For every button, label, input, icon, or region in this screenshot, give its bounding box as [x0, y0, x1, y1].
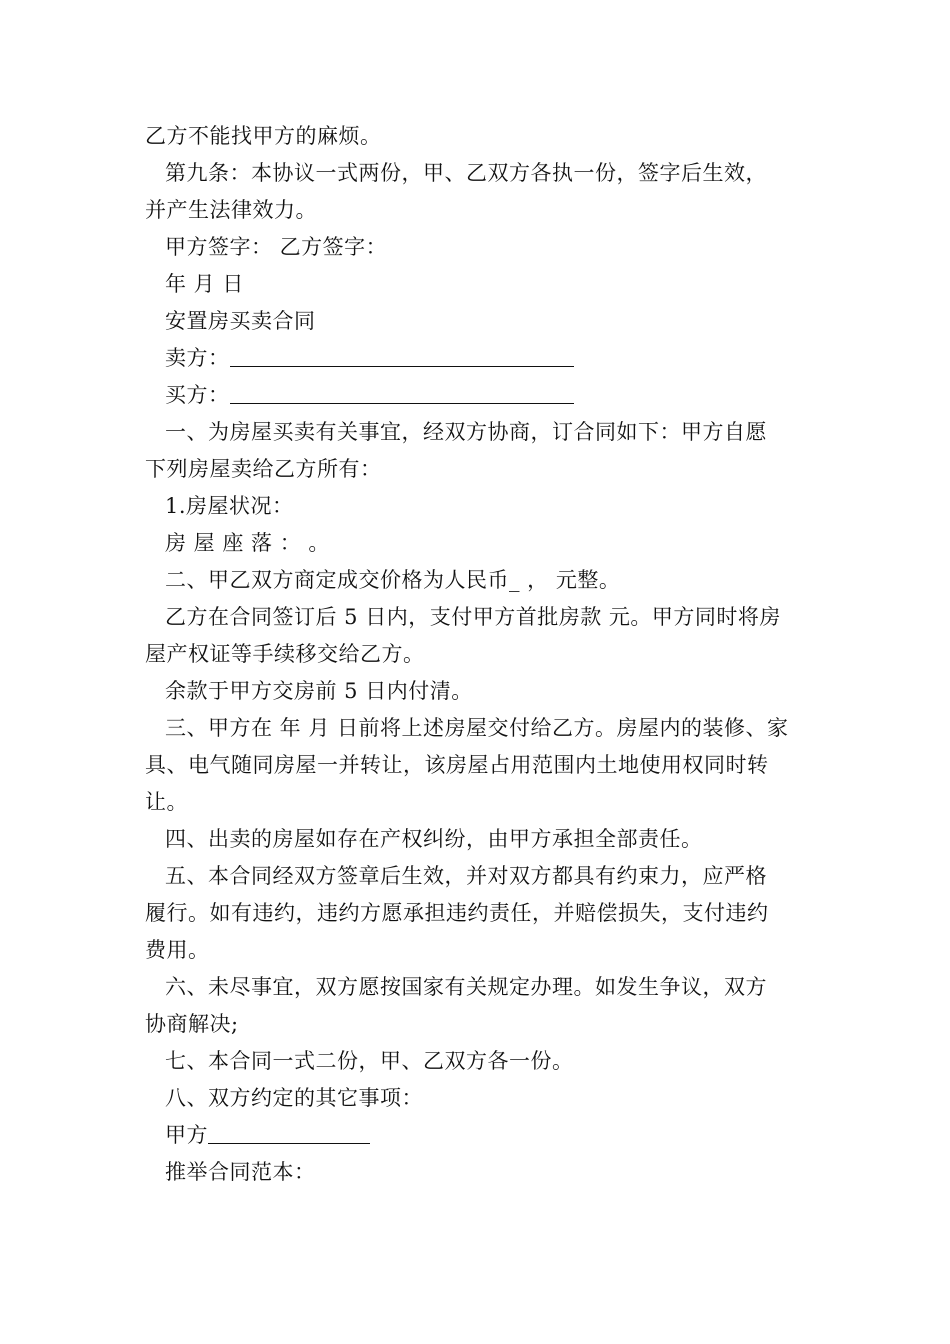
- section-8-line: 八、双方约定的其它事项：: [165, 1086, 423, 1110]
- date-line: 年 月 日: [165, 272, 244, 296]
- recommended-templates-line: 推举合同范本：: [165, 1160, 316, 1184]
- clause-9-line-2: 并产生法律效力。: [145, 198, 317, 222]
- buyer-line: [145, 377, 807, 414]
- section-6-line-1: 六、未尽事宜，双方愿按国家有关规定办理。如发生争议，双方: [165, 975, 767, 999]
- payment-line-1: 乙方在合同签订后 5 日内，支付甲方首批房款 元。甲方同时将房: [165, 605, 781, 629]
- section-5-line-2: 履行。如有违约，违约方愿承担违约责任，并赔偿损失，支付违约: [145, 901, 769, 925]
- section-3-line-2: 具、电气随同房屋一并转让，该房屋占用范围内土地使用权同时转: [145, 753, 769, 777]
- party-a-blank: [208, 1121, 370, 1144]
- buyer-blank: [230, 381, 574, 404]
- section-5-line-3: 费用。: [145, 938, 210, 962]
- contract-title: 安置房买卖合同: [165, 309, 316, 333]
- buyer-label: 买方：: [165, 383, 230, 407]
- section-7-line: 七、本合同一式二份，甲、乙双方各一份。: [165, 1049, 574, 1073]
- document-page: [145, 118, 807, 1191]
- section-6-line-2: 协商解决;: [145, 1012, 239, 1036]
- balance-line: 余款于甲方交房前 5 日内付清。: [165, 679, 473, 703]
- seller-line: [145, 340, 807, 377]
- house-location-line: 房 屋 座 落 ： 。: [165, 531, 330, 555]
- clause-9-line-1: 第九条：本协议一式两份，甲、乙双方各执一份，签字后生效，: [165, 161, 767, 185]
- section-1-line-2: 下列房屋卖给乙方所有：: [145, 457, 382, 481]
- section-2-line: 二、甲乙双方商定成交价格为人民币_ ， 元整。: [165, 568, 621, 592]
- text-line: 乙方不能找甲方的麻烦。: [145, 124, 382, 148]
- section-1-line-1: 一、为房屋买卖有关事宜，经双方协商，订合同如下：甲方自愿: [165, 420, 767, 444]
- section-3-line-1: 三、甲方在 年 月 日前将上述房屋交付给乙方。房屋内的装修、家: [165, 716, 789, 740]
- party-a-line: [145, 1117, 807, 1154]
- section-3-line-3: 让。: [145, 790, 188, 814]
- section-5-line-1: 五、本合同经双方签章后生效，并对双方都具有约束力，应严格: [165, 864, 767, 888]
- house-status-heading: 1.房屋状况：: [165, 494, 294, 518]
- signature-line: 甲方签字： 乙方签字：: [165, 235, 388, 259]
- payment-line-2: 屋产权证等手续移交给乙方。: [145, 642, 425, 666]
- seller-blank: [230, 344, 574, 367]
- party-a-label: 甲方: [165, 1123, 208, 1147]
- seller-label: 卖方：: [165, 346, 230, 370]
- section-4-line: 四、出卖的房屋如存在产权纠纷，由甲方承担全部责任。: [165, 827, 703, 851]
